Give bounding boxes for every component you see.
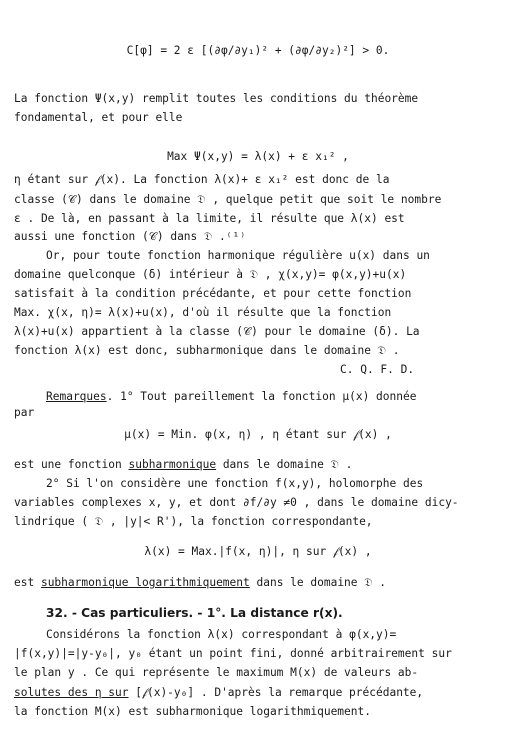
paragraph-line: Considérons la fonction λ(x) correspondant à φ(x,y)=	[46, 628, 397, 641]
paragraph-line: est une fonction subharmonique dans le domaine 𝔇 .	[14, 458, 353, 471]
formula-c-phi: C[φ] = 2 ε [(∂φ/∂y₁)² + (∂φ/∂y₂)²] > 0.	[126, 44, 390, 57]
paragraph-line: λ(x)+u(x) appartient à la classe (𝒞) pour le domaine (δ). La	[14, 325, 420, 338]
paragraph-line: la fonction M(x) est subharmonique logarithmiquement.	[14, 705, 371, 718]
paragraph-line: aussi une fonction (𝒞) dans 𝔇 .⁽¹⁾	[14, 230, 246, 243]
paragraph-line: ε . De là, en passant à la limite, il résulte que λ(x) est	[14, 212, 405, 225]
paragraph-line: domaine quelconque (δ) intérieur à 𝔇 , χ(x,y)= φ(x,y)+u(x)	[14, 268, 407, 281]
paragraph-line: fonction λ(x) est donc, subharmonique dans le domaine 𝔇 .	[14, 344, 400, 357]
paragraph-line: lindrique ( 𝔇 , |y|< R'), la fonction correspondante,	[14, 515, 373, 528]
formula-lambda-max: λ(x) = Max.|f(x, η)|, η sur 𝒻(x) ,	[144, 545, 372, 558]
paragraph-line: satisfait à la condition précédante, et pour cette fonction	[14, 287, 412, 300]
paragraph-line: est subharmonique logarithmiquement dans le domaine 𝔇 .	[14, 576, 387, 589]
paragraph-line: le plan y . Ce qui représente le maximum M(x) de valeurs ab-	[14, 666, 419, 679]
section-heading: 32. - Cas particuliers. - 1°. La distance r(x).	[46, 606, 343, 620]
formula-max-psi: Max Ψ(x,y) = λ(x) + ε x₁² ,	[167, 150, 349, 163]
paragraph-line: variables complexes x, y, et dont ∂f/∂y ≠0 , dans le domaine dicy-	[14, 496, 459, 509]
paragraph-line: |f(x,y)|=|y-y₀|, y₀ étant un point fini, donné arbitrairement sur	[14, 647, 452, 660]
paragraph-line: 2° Si l'on considère une fonction f(x,y), holomorphe des	[46, 477, 424, 490]
paragraph-line: La fonction Ψ(x,y) remplit toutes les conditions du théorème	[14, 92, 419, 105]
paragraph-line: classe (𝒞) dans le domaine 𝔇 , quelque petit que soit le nombre	[14, 193, 442, 206]
paragraph-line: Or, pour toute fonction harmonique régulière u(x) dans un	[46, 249, 430, 262]
paragraph-line: η étant sur 𝒻(x). La fonction λ(x)+ ε x₁² est donc de la	[14, 173, 390, 186]
paragraph-line: Max. χ(x, η)= λ(x)+u(x), d'où il résulte que la fonction	[14, 306, 392, 319]
paragraph-line: par	[14, 406, 35, 419]
remark-line: Remarques. 1° Tout pareillement la fonction μ(x) donnée	[46, 390, 417, 403]
qed-mark: C. Q. F. D.	[340, 363, 415, 376]
remark-heading: Remarques	[46, 390, 107, 403]
paragraph-line: solutes des η sur [𝒻(x)-y₀] . D'après la remarque précédante,	[14, 686, 424, 699]
paragraph-line: fondamental, et pour elle	[14, 111, 183, 124]
formula-mu: μ(x) = Min. φ(x, η) , η étant sur 𝒻(x) ,	[124, 428, 392, 441]
